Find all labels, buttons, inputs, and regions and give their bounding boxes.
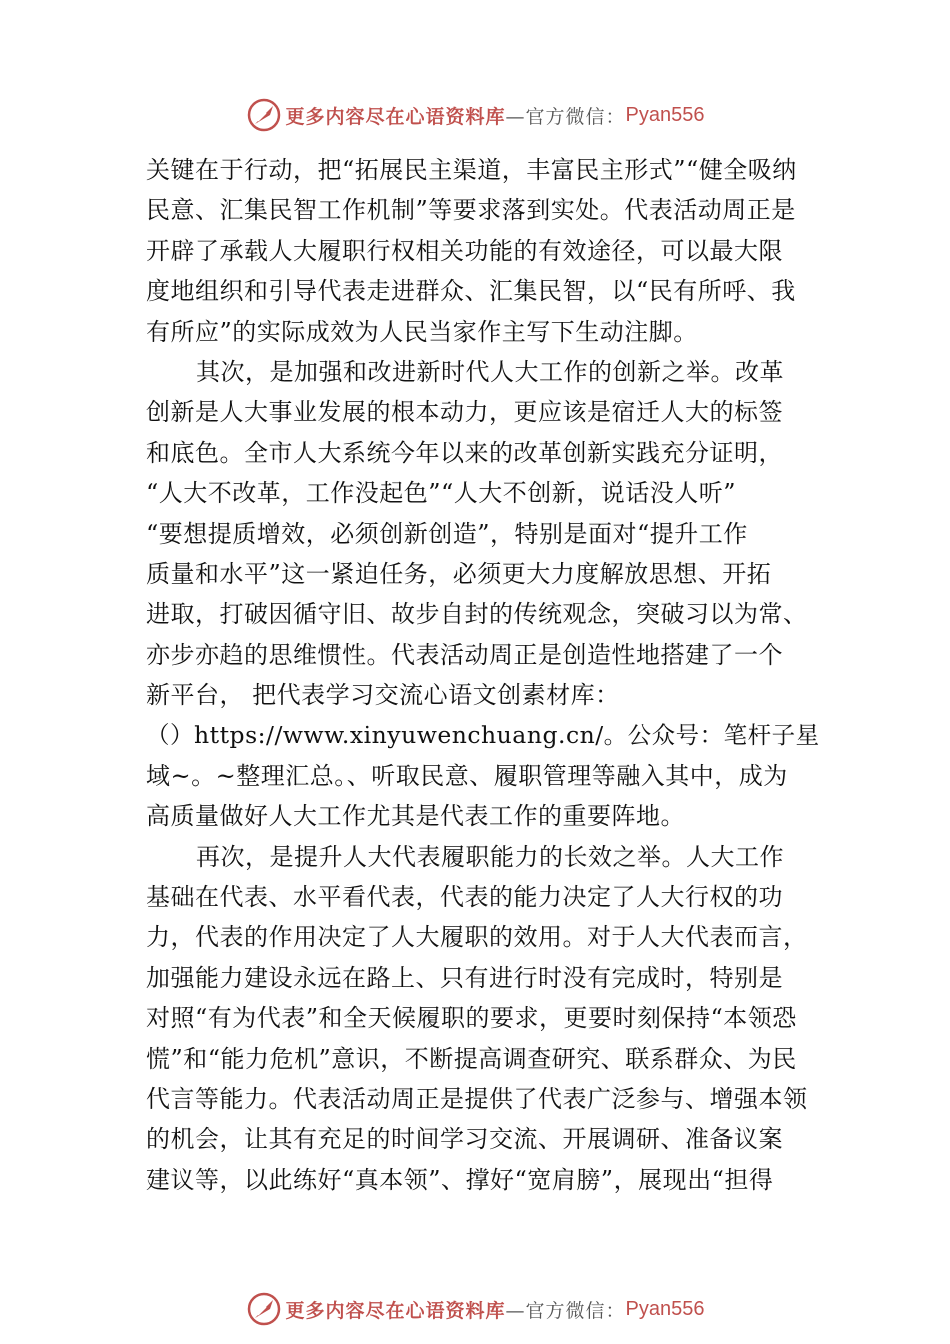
text-line: 加强能力建设永远在路上、只有进行时没有完成时，特别是 — [146, 963, 783, 992]
text-line: 度地组织和引导代表走进群众、汇集民智，以“民有所呼、我 — [146, 277, 796, 306]
footer-wechat-label: —官方微信： — [505, 1299, 626, 1322]
text-line: 慌”和“能力危机”意识，不断提高调查研究、联系群众、为民 — [146, 1044, 797, 1073]
text-line: 亦步亦趋的思维惯性。代表活动周正是创造性地搭建了一个 — [146, 640, 783, 669]
text-line: 进取，打破因循守旧、故步自封的传统观念，突破习以为常、 — [146, 600, 808, 629]
text-line: 新平台， 把代表学习交流心语文创素材库： — [146, 681, 620, 710]
quill-logo-icon — [246, 1291, 282, 1327]
text-line: 域~。~整理汇总。、听取民意、履职管理等融入其中，成为 — [146, 761, 788, 790]
text-line: “要想提质增效，必须创新创造”，特别是面对“提升工作 — [146, 519, 748, 548]
text-line: 创新是人大事业发展的根本动力，更应该是宿迁人大的标签 — [146, 398, 783, 427]
document-body — [146, 150, 826, 1200]
header-library-text: 更多内容尽在心语资料库 — [285, 105, 506, 128]
text-line: 基础在代表、水平看代表，代表的能力决定了人大行权的功 — [146, 883, 783, 912]
header-wechat-label: —官方微信： — [505, 105, 626, 128]
text-line: 高质量做好人大工作尤其是代表工作的重要阵地。 — [146, 802, 685, 831]
text-line: 建议等，以此练好“真本领”、撑好“宽肩膀”，展现出“担得 — [146, 1165, 774, 1194]
text-line: 和底色。全市人大系统今年以来的改革创新实践充分证明， — [146, 438, 783, 467]
text-line: 的机会，让其有充足的时间学习交流、开展调研、准备议案 — [146, 1125, 783, 1154]
text-line: 质量和水平”这一紧迫任务，必须更大力度解放思想、开拓 — [146, 559, 772, 588]
header-banner — [0, 95, 950, 135]
text-line: 对照“有为代表”和全天候履职的要求，更要时刻保持“本领恐 — [146, 1004, 797, 1033]
paragraph-start-line: 再次，是提升人大代表履职能力的长效之举。人大工作 — [196, 842, 784, 871]
url-line: （）https://www.xinyuwenchuang.cn/。公众号：笔杆子星 — [146, 721, 820, 750]
footer-banner — [0, 1289, 950, 1329]
text-line: 力，代表的作用决定了人大履职的效用。对于人大代表而言， — [146, 923, 808, 952]
text-line: 开辟了承载人大履职行权相关功能的有效途径，可以最大限 — [146, 236, 783, 265]
text-line: 民意、汇集民智工作机制”等要求落到实处。代表活动周正是 — [146, 196, 796, 225]
paragraph-start-line: 其次，是加强和改进新时代人大工作的创新之举。改革 — [196, 357, 784, 386]
footer-library-text: 更多内容尽在心语资料库 — [285, 1299, 506, 1322]
text-line: 代言等能力。代表活动周正是提供了代表广泛参与、增强本领 — [146, 1084, 808, 1113]
text-line: “人大不改革，工作没起色”“人大不创新，说话没人听” — [146, 479, 737, 508]
text-line: 有所应”的实际成效为人民当家作主写下生动注脚。 — [146, 317, 698, 346]
text-line: 关键在于行动，把“拓展民主渠道，丰富民主形式”“健全吸纳 — [146, 156, 797, 184]
footer-wechat-id: Pyan556 — [625, 1297, 705, 1320]
header-wechat-id: Pyan556 — [625, 103, 705, 126]
quill-logo-icon — [246, 97, 282, 133]
